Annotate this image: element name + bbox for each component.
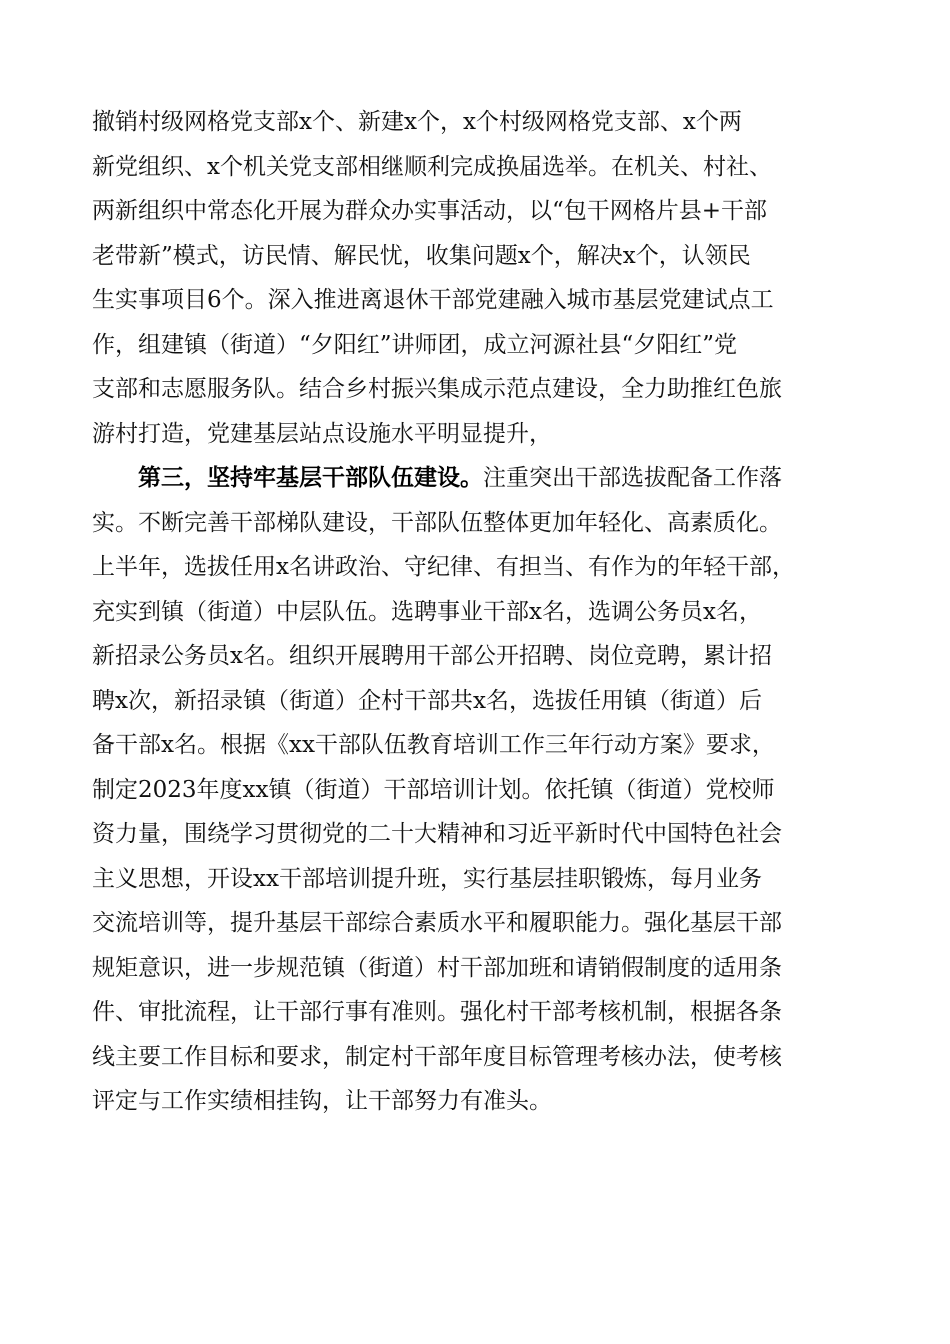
text-line: 上半年，选拔任用x名讲政治、守纪律、有担当、有作为的年轻干部，	[92, 554, 795, 580]
text-line: 备干部x名。根据《xx干部队伍教育培训工作三年行动方案》要求，	[92, 732, 775, 758]
document-body	[92, 100, 862, 1124]
text-line: 线主要工作目标和要求，制定村干部年度目标管理考核办法，使考核	[92, 1043, 782, 1070]
paragraph-grid-party-branch	[92, 100, 862, 456]
text-line: 件、审批流程，让干部行事有准则。强化村干部考核机制，根据各条	[92, 999, 782, 1025]
text-line: 老带新”模式，访民情、解民忧，收集问题x个，解决x个，认领民	[92, 242, 751, 269]
text-line: 新党组织、x个机关党支部相继顺利完成换届选举。在机关、村社、	[92, 153, 772, 180]
paragraph-first-line	[92, 456, 862, 501]
text-line: 资力量，围绕学习贯彻党的二十大精神和习近平新时代中国特色社会	[92, 821, 782, 847]
text-line: 交流培训等，提升基层干部综合素质水平和履职能力。强化基层干部	[92, 910, 782, 936]
text-line: 规矩意识，进一步规范镇（街道）村干部加班和请销假制度的适用条	[92, 954, 782, 981]
text-line: 游村打造，党建基层站点设施水平明显提升，	[92, 420, 552, 447]
text-line: 两新组织中常态化开展为群众办实事活动，以“包干网格片县+干部	[92, 198, 768, 224]
text-line: 撤销村级网格党支部x个、新建x个，x个村级网格党支部、x个两	[92, 109, 742, 135]
text-line: 制定2023年度xx镇（街道）干部培训计划。依托镇（街道）党校师	[92, 776, 775, 803]
text-line: 聘x次，新招录镇（街道）企村干部共x名，选拔任用镇（街道）后	[92, 687, 762, 714]
text-fragment: 注重突出干部选拔配备工作落	[483, 465, 782, 491]
paragraph-cadre-team-building	[92, 456, 862, 1124]
text-line: 作，组建镇（街道）“夕阳红”讲师团，成立河源社县“夕阳红”党	[92, 331, 738, 358]
text-line: 支部和志愿服务队。结合乡村振兴集成示范点建设，全力助推红色旅	[92, 376, 782, 402]
text-line: 新招录公务员x名。组织开展聘用干部公开招聘、岗位竞聘，累计招	[92, 643, 772, 669]
text-line: 生实事项目6个。深入推进离退休干部党建融入城市基层党建试点工	[92, 287, 774, 313]
text-line: 主义思想，开设xx干部培训提升班，实行基层挂职锻炼，每月业务	[92, 865, 762, 892]
text-line: 充实到镇（街道）中层队伍。选聘事业干部x名，选调公务员x名，	[92, 598, 762, 625]
section-heading: 第三，坚持牢基层干部队伍建设。	[138, 464, 483, 491]
text-line: 实。不断完善干部梯队建设，干部队伍整体更加年轻化、高素质化。	[92, 509, 782, 536]
text-line: 评定与工作实绩相挂钩，让干部努力有准头。	[92, 1088, 552, 1114]
